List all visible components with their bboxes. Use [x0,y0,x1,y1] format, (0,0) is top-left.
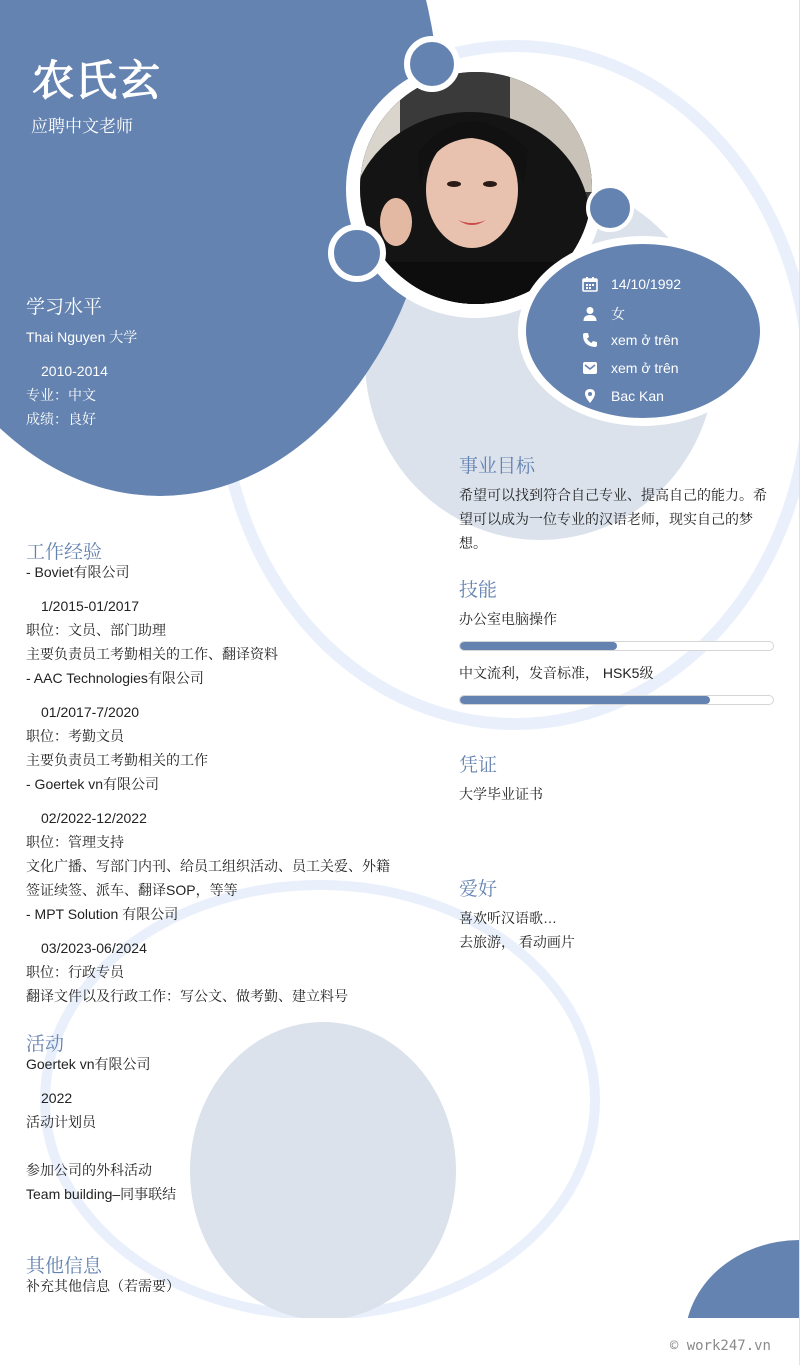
activities-list [26,1052,416,1206]
work-period: 02/2022-12/2022 [41,810,147,826]
work-company: - MPT Solution 有限公司 [26,906,179,922]
work-company: - Goertek vn有限公司 [26,776,160,792]
skill-name: 办公室电脑操作 [459,611,557,627]
decorative-dot [586,184,634,232]
contact-address [582,388,664,404]
contact-birthday [582,276,681,292]
work-description: 主要负责员工考勤相关的工作 [26,752,208,768]
job-title: 应聘中文老师 [31,117,133,136]
activity-org: Goertek vn有限公司 [26,1056,151,1072]
objective-text [459,483,779,555]
hobby-item: 去旅游， 看动画片 [459,934,575,950]
contact-birthday-text: 14/10/1992 [611,276,682,292]
certificate-item: 大学毕业证书 [459,786,543,802]
hobby-item: 喜欢听汉语歌… [459,910,557,926]
activity-role: 活动计划员 [26,1114,96,1130]
work-period: 01/2017-7/2020 [41,704,140,720]
contact-gender [582,304,625,324]
location-icon [582,388,598,404]
activity-description: 参加公司的外科活动 [26,1162,152,1178]
education-major: 专业：中文 [26,387,96,403]
work-period: 03/2023-06/2024 [41,940,147,956]
skill-name: 中文流利，发音标准， HSK5级 [459,665,654,681]
objective-line: 想。 [459,535,487,551]
phone-icon [582,332,598,348]
work-period: 1/2015-01/2017 [41,598,140,614]
activity-description: Team building–同事联结 [26,1186,177,1202]
education-section [26,292,137,431]
contact-phone [582,332,679,348]
other-text: 补充其他信息（若需要） [26,1278,180,1294]
work-description: 翻译文件以及行政工作：写公文、做考勤、建立料号 [26,988,348,1004]
education-period: 2010-2014 [41,363,108,379]
work-title: 工作经验 [26,542,103,563]
calendar-icon [582,276,598,292]
contact-email [582,360,679,376]
activities-title: 活动 [26,1034,65,1055]
work-description: 签证续签、派车、翻译SOP，等等 [26,882,238,898]
work-company: - AAC Technologies有限公司 [26,670,204,686]
education-school: Thai Nguyen 大学 [26,329,138,345]
hobbies-list [459,906,575,954]
other-title: 其他信息 [26,1256,103,1277]
footer-watermark: © work247.vn [669,1338,771,1354]
contact-gender-text: 女 [611,306,625,322]
contact-email-text: xem ở trên [611,360,679,376]
person-icon [582,306,598,322]
email-icon [582,360,598,376]
work-position: 职位：考勤文员 [26,728,124,744]
skill-bar [459,695,774,705]
certificates-title: 凭证 [459,755,498,776]
education-grade: 成绩：良好 [26,411,96,427]
skill-bar-fill [460,642,617,650]
work-description: 主要负责员工考勤相关的工作、翻译资料 [26,646,278,662]
skills-title: 技能 [459,580,498,601]
contact-address-text: Bac Kan [611,388,664,404]
skill-bar [459,641,774,651]
decorative-dot [404,36,460,92]
hobbies-title: 爱好 [459,879,498,900]
contact-panel [518,236,768,426]
objective-title: 事业目标 [459,456,536,477]
work-description: 文化广播、写部门内刊、给员工组织活动、员工关爱、外籍 [26,858,390,874]
work-list [26,560,416,1008]
decorative-dot [328,224,386,282]
objective-line: 望可以成为一位专业的汉语老师，现实自己的梦 [459,511,753,527]
activity-year: 2022 [41,1090,73,1106]
contact-phone-text: xem ở trên [611,332,679,348]
skill-bar-fill [460,696,710,704]
work-position: 职位：管理支持 [26,834,124,850]
work-position: 职位：行政专员 [26,964,124,980]
candidate-name: 农氏玄 [32,57,162,104]
education-title: 学习水平 [26,297,103,318]
work-company: - Boviet有限公司 [26,564,130,580]
work-position: 职位：文员、部门助理 [26,622,166,638]
objective-line: 希望可以找到符合自己专业、提高自己的能力。希 [459,487,767,503]
